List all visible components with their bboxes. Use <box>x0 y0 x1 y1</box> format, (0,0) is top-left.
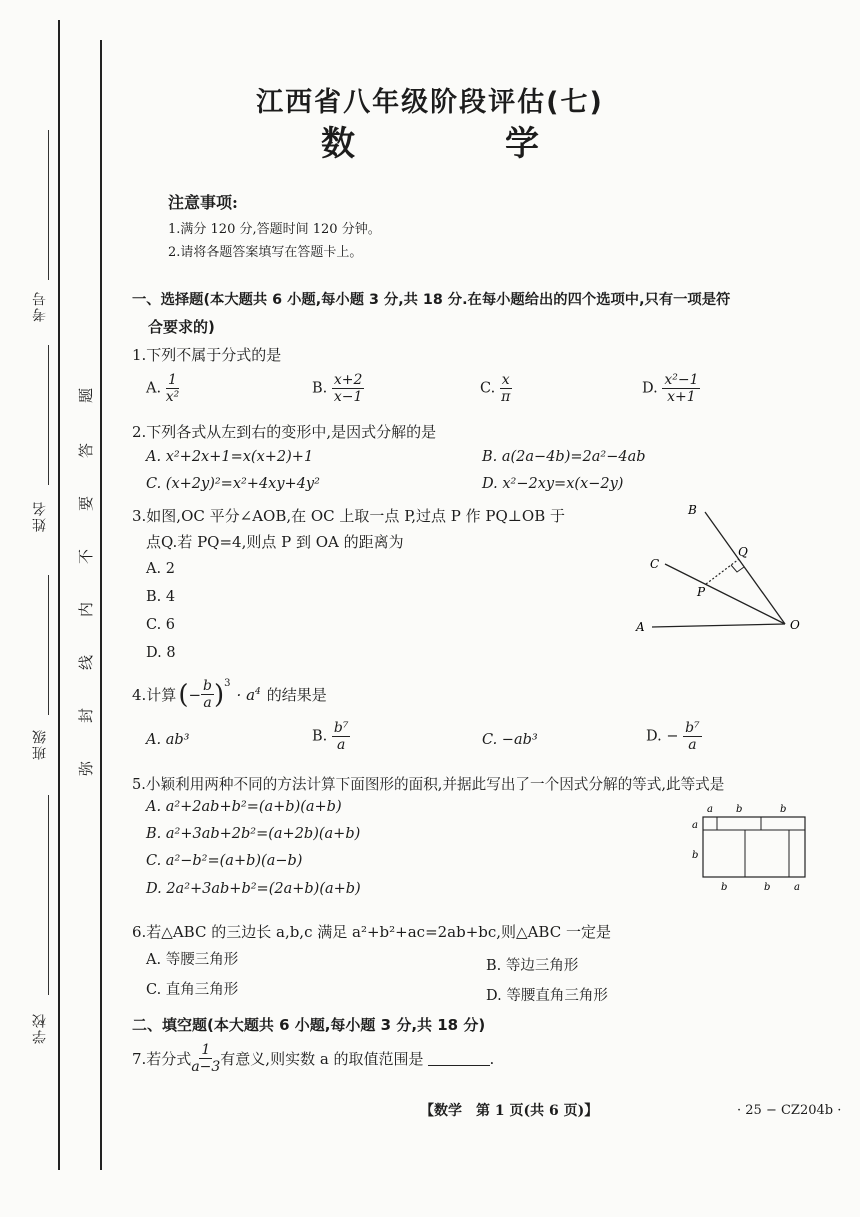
denominator: π <box>501 389 511 405</box>
section1-heading-cont: 合要求的) <box>148 318 215 336</box>
q2-option-c: C. (x+2y)²=x²+4xy+4y² <box>146 476 320 492</box>
q6-stem: 6.若△ABC 的三边长 a,b,c 满足 a²+b²+ac=2ab+bc,则△ABC 一定是 <box>132 923 611 941</box>
fig-top-label: b <box>736 804 743 815</box>
q4-option-d <box>646 720 702 753</box>
notice-heading: 注意事项: <box>168 193 238 212</box>
numerator: b <box>203 678 213 694</box>
fig-top-label: b <box>780 804 787 815</box>
q6-option-c: C. 直角三角形 <box>146 982 239 998</box>
fraction <box>683 720 702 753</box>
paren-close: ) <box>214 679 225 710</box>
numerator: b⁷ <box>333 720 349 736</box>
q1-option-a <box>146 372 179 405</box>
q4-option-a: A. ab³ <box>146 732 190 748</box>
option-label: D. <box>642 380 658 397</box>
q7-stem-post: 有意义,则实数 a 的取值范围是 <box>220 1050 424 1068</box>
denominator: a <box>688 737 697 753</box>
q3-stem-cont: 点Q.若 PQ=4,则点 P 到 OA 的距离为 <box>146 533 404 551</box>
q1-stem: 1.下列不属于分式的是 <box>132 346 282 364</box>
ray-oa <box>652 624 785 627</box>
seal-char: 不 <box>77 548 96 565</box>
paren-open: ( <box>178 679 189 710</box>
q7-end: . <box>489 1049 495 1068</box>
numerator: x²−1 <box>664 372 699 388</box>
banji-label: 班级 <box>32 728 48 760</box>
fraction <box>662 372 700 405</box>
q3-option-b: B. 4 <box>146 589 176 605</box>
q7-stem-pre: 7.若分式 <box>132 1050 192 1068</box>
minus-sign: − <box>188 685 202 704</box>
q5-option-c: C. a²−b²=(a+b)(a−b) <box>146 853 303 869</box>
seal-char: 题 <box>77 387 96 404</box>
kaohao-label: 考号 <box>32 290 48 322</box>
seal-char: 封 <box>77 707 96 724</box>
seal-char: 弥 <box>77 760 96 777</box>
denominator: x+1 <box>667 389 696 405</box>
q6-option-b: B. 等边三角形 <box>486 958 579 974</box>
fig-bottom-label: b <box>721 882 728 893</box>
subject-title: 数 学 <box>321 124 597 164</box>
q6-option-a: A. 等腰三角形 <box>146 952 239 968</box>
q2-option-d: D. x²−2xy=x(x−2y) <box>482 476 624 492</box>
fraction <box>332 372 365 405</box>
fig-bottom-label: a <box>794 882 800 893</box>
page-footer: 【数学 第 1 页(共 6 页)】 <box>420 1103 599 1119</box>
q2-stem: 2.下列各式从左到右的变形中,是因式分解的是 <box>132 423 437 441</box>
exam-code: · 25 − CZ204b · <box>737 1103 842 1118</box>
ray-ob <box>705 512 785 624</box>
outer-rect <box>703 817 805 877</box>
seal-char: 线 <box>77 654 96 671</box>
label-c: C <box>650 557 660 571</box>
margin-line-right <box>100 40 102 1170</box>
denominator: x−1 <box>333 389 363 405</box>
fig-top-label: a <box>707 804 713 815</box>
numerator: 1 <box>168 372 177 388</box>
denominator: a <box>203 695 212 711</box>
q1-option-b <box>312 372 364 405</box>
fig-left-label: a <box>692 820 698 831</box>
q3-angle-figure <box>630 500 810 640</box>
xingming-line <box>48 345 49 485</box>
fraction <box>332 720 351 753</box>
q3-option-d: D. 8 <box>146 645 176 661</box>
seal-char: 内 <box>77 601 96 618</box>
fig-left-label: b <box>692 850 699 861</box>
fig-bottom-label: b <box>764 882 771 893</box>
margin-line-left <box>58 20 60 1170</box>
option-label: A. <box>146 380 162 397</box>
xuexiao-label: 学校 <box>32 1012 48 1044</box>
q2-option-b: B. a(2a−4b)=2a²−4ab <box>482 449 646 465</box>
q4-stem-pre: 4.计算 <box>132 686 177 704</box>
q1-option-c <box>480 372 512 405</box>
notice-item: 2.请将各题答案填写在答题卡上。 <box>168 245 363 260</box>
option-label: B. <box>312 380 328 397</box>
exam-title: 江西省八年级阶段评估(七) <box>256 87 604 118</box>
option-label: D. − <box>646 728 679 745</box>
q5-stem: 5.小颖利用两种不同的方法计算下面图形的面积,并据此写出了一个因式分解的等式,此等式是 <box>132 776 725 793</box>
numerator: x+2 <box>333 372 363 388</box>
seal-char: 要 <box>77 495 96 512</box>
q4-option-b <box>312 720 350 753</box>
q3-option-c: C. 6 <box>146 617 176 633</box>
xuexiao-line <box>48 795 49 995</box>
q2-option-a: A. x²+2x+1=x(x+2)+1 <box>146 449 314 465</box>
q1-option-d <box>642 372 700 405</box>
label-a: A <box>636 620 645 634</box>
q5-option-b: B. a²+3ab+2b²=(a+2b)(a+b) <box>146 826 361 842</box>
fraction <box>500 372 512 405</box>
section2-heading: 二、填空题(本大题共 6 小题,每小题 3 分,共 18 分) <box>132 1016 486 1034</box>
option-label: B. <box>312 728 328 745</box>
q3-option-a: A. 2 <box>146 561 175 577</box>
option-label: C. <box>480 380 496 397</box>
label-q: Q <box>738 545 748 559</box>
label-o: O <box>790 618 800 632</box>
q5-rectangle-figure <box>688 800 813 895</box>
q7-stem <box>132 1042 494 1075</box>
notice-item: 1.满分 120 分,答题时间 120 分钟。 <box>168 222 381 237</box>
q5-option-a: A. a²+2ab+b²=(a+b)(a+b) <box>146 799 342 815</box>
fraction <box>201 678 214 711</box>
right-angle-mark <box>731 565 744 572</box>
exponent: 3 <box>224 678 231 689</box>
times-a4: · $a^4$ <box>236 685 261 704</box>
denominator: a−3 <box>191 1059 221 1075</box>
label-p: P <box>697 585 706 599</box>
fraction <box>191 1042 220 1075</box>
q5-option-d: D. 2a²+3ab+b²=(2a+b)(a+b) <box>146 881 361 897</box>
q4-stem <box>132 678 327 711</box>
xingming-label: 姓名 <box>32 500 48 532</box>
numerator: 1 <box>201 1042 211 1058</box>
answer-blank[interactable] <box>428 1051 490 1066</box>
label-b: B <box>688 503 697 517</box>
ray-oc <box>665 564 785 624</box>
denominator: a <box>336 737 346 753</box>
banji-line <box>48 575 49 715</box>
q4-option-c: C. −ab³ <box>482 732 538 748</box>
section1-heading: 一、选择题(本大题共 6 小题,每小题 3 分,共 18 分.在每小题给出的四个选项中,只有一项是符 <box>132 292 731 308</box>
numerator: b⁷ <box>685 720 700 736</box>
q4-stem-post: 的结果是 <box>266 686 327 704</box>
q3-stem: 3.如图,OC 平分∠AOB,在 OC 上取一点 P,过点 P 作 PQ⊥OB 于 <box>132 507 565 525</box>
q6-option-d: D. 等腰直角三角形 <box>486 988 608 1004</box>
fraction <box>166 372 180 405</box>
denominator: x² <box>165 389 180 405</box>
seal-char: 答 <box>77 442 96 459</box>
segment-pq <box>706 559 739 584</box>
numerator: x <box>501 372 510 388</box>
